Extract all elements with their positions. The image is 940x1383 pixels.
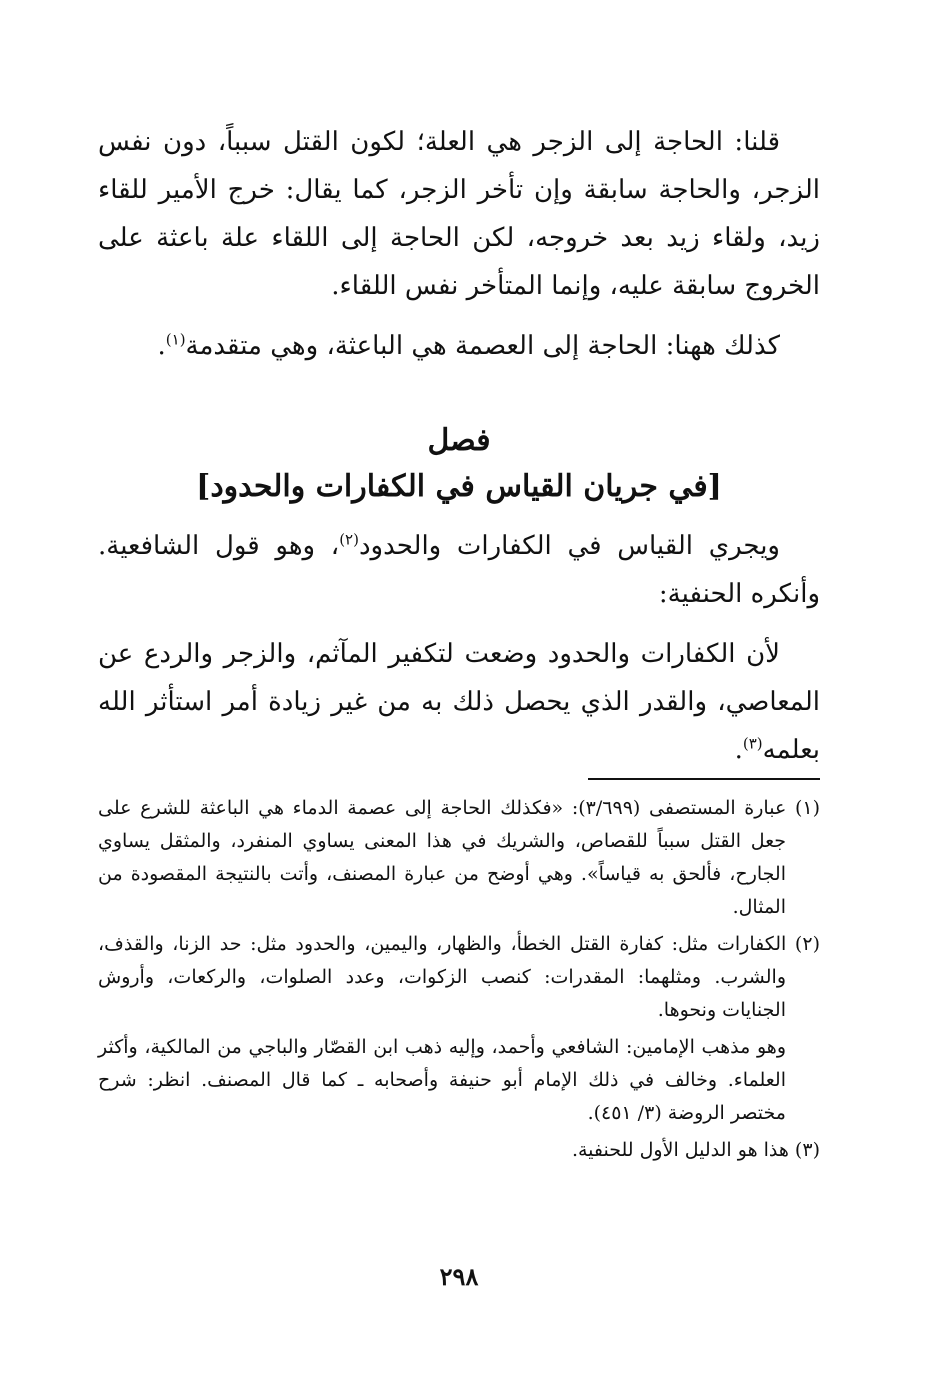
book-page	[98, 0, 820, 1383]
footnote-ref-3: (٣)	[742, 734, 763, 753]
page-number: ٢٩٨	[439, 1262, 479, 1291]
paragraph-4	[98, 630, 820, 774]
paragraph-3-text-b: ، وهو قول الشافعية. وأنكره الحنفية:	[98, 531, 820, 609]
paragraph-3-text-a: ويجري القياس في الكفارات والحدود	[358, 531, 780, 561]
footnote-2-continuation: وهو مذهب الإمامين: الشافعي وأحمد، وإليه ذهب ابن القصّار والباجي من المالكية، وأكثر العلماء. وخالف في ذلك الإمام أبو حنيفة وأصحابه ـ كما قال المصنف. انظر: شرح مختصر الروضة (٣/ ٤٥١).	[98, 1036, 786, 1124]
footnote-2: (٢) الكفارات مثل: كفارة القتل الخطأ، والظهار، واليمين، والحدود مثل: حد الزنا، والقذف، والشرب. ومثلهما: المقدرات: كنصب الزكوات، وعدد الصلوات، والركعات، وأروش الجنايات ونحوها.	[98, 933, 820, 1021]
paragraph-3	[98, 522, 820, 618]
section-title: فصل	[427, 423, 491, 458]
footnote-1: (١) عبارة المستصفى (٣/٦٩٩): «فكذلك الحاجة إلى عصمة الدماء هي الباعثة للشرع على جعل القتل سبباً للقصاص، والشريك في هذا المعنى يساوي المنفرد، والمثقل يساوي الجارح، فألحق به قياساً». وهي أوضح من عبارة المصنف، وأتت بالنتيجة المقصودة من المثال.	[98, 797, 821, 918]
footnote-ref-2: (٢)	[339, 530, 359, 549]
paragraph-1: قلنا: الحاجة إلى الزجر هي العلة؛ لكون القتل سبباً، دون نفس الزجر، والحاجة سابقة وإن تأخر الزجر، كما يقال: خرج الأمير للقاء زيد، ولقاء زيد بعد خروجه، لكن الحاجة إلى اللقاء علة باعثة على الخروج سابقة عليه، وإنما المتأخر نفس اللقاء.	[98, 127, 820, 301]
paragraph-4-end: .	[734, 735, 743, 765]
paragraph-2-end: .	[157, 331, 166, 361]
footnote-separator	[588, 778, 820, 780]
paragraph-2	[98, 322, 820, 370]
paragraph-2-text: كذلك ههنا: الحاجة إلى العصمة هي الباعثة، وهي متقدمة	[185, 331, 780, 361]
footnote-3: (٣) هذا هو الدليل الأول للحنفية.	[571, 1139, 820, 1161]
paragraph-4-text: لأن الكفارات والحدود وضعت لتكفير المآثم، والزجر والردع عن المعاصي، والقدر الذي يحصل ذلك به من غير زيادة أمر استأثر الله بعلمه	[98, 639, 820, 765]
main-text	[98, 118, 820, 774]
section-heading	[98, 418, 820, 510]
footnotes	[98, 792, 820, 1171]
section-subtitle: [في جريان القياس في الكفارات والحدود]	[196, 469, 722, 504]
footnote-ref-1: (١)	[165, 330, 186, 349]
